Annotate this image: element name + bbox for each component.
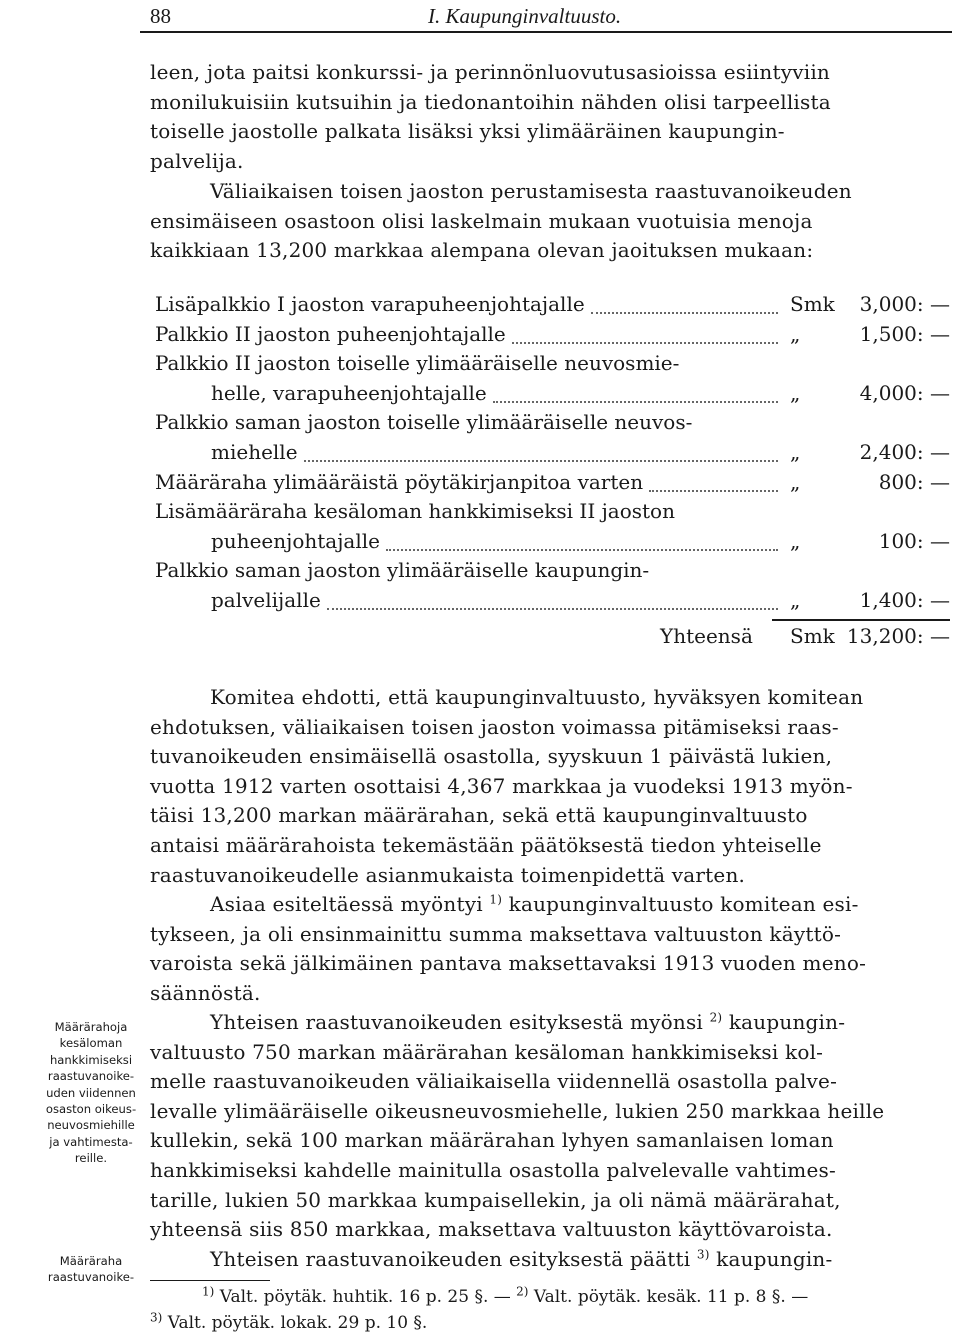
budget-row xyxy=(150,497,950,527)
header-rule xyxy=(140,31,952,33)
leader-dots xyxy=(327,586,778,610)
budget-item-unit: „ xyxy=(790,439,801,464)
paragraph-2 xyxy=(150,177,950,266)
budget-item-description: helle, varapuheenjohtajalle xyxy=(211,380,487,405)
text-line: Yhteisen raastuvanoikeuden esityksestä myönsi $^{2)}$ kaupungin- xyxy=(210,1010,846,1034)
footnotes xyxy=(150,1284,950,1336)
text-line: levalle ylimääräiselle oikeusneuvosmiehelle, lukien 250 markkaa heille xyxy=(150,1098,885,1123)
footnote-line: $^{3)}$ Valt. pöytäk. lokak. 29 p. 10 §. xyxy=(150,1310,428,1333)
total-amount: 13,200: — xyxy=(846,623,950,648)
budget-row xyxy=(150,586,950,616)
text-line: toiselle jaostolle palkata lisäksi yksi ylimääräinen kaupungin- xyxy=(150,119,785,144)
budget-item-amount: 4,000: — xyxy=(859,380,950,405)
text-line: tarille, lukien 50 markkaa kumpaisellekin, ja oli nämä määrärahat, xyxy=(150,1187,841,1212)
budget-item-unit: „ xyxy=(790,587,801,612)
margin-note-appropriation: Määräraha raastuvanoike- xyxy=(47,1254,135,1285)
budget-row xyxy=(150,556,950,586)
footnote-line: $^{1)}$ Valt. pöytäk. huhtik. 16 p. 25 §. — $^{2)}$ Valt. pöytäk. kesäk. 11 p. 8 §. — xyxy=(202,1284,809,1307)
text-line: palvelija. xyxy=(150,148,244,173)
sum-rule xyxy=(772,619,950,621)
budget-item-description: Palkkio saman jaoston toiselle ylimääräiselle neuvos- xyxy=(155,410,693,435)
text-line: monilukuisiin kutsuihin ja tiedonantoihin nähden olisi tarpeellista xyxy=(150,89,831,114)
text-line: vuotta 1912 varten osottaisi 4,367 markkaa ja vuodeksi 1913 myön- xyxy=(150,773,853,798)
budget-row xyxy=(150,527,950,557)
text-line: säännöstä. xyxy=(150,980,261,1005)
budget-row xyxy=(150,290,950,320)
budget-table xyxy=(150,290,950,651)
budget-item-unit: „ xyxy=(790,469,801,494)
text-line: kullekin, sekä 100 markan määrärahan lyhyen samanlaisen loman xyxy=(150,1128,834,1153)
text-line: melle raastuvanoikeuden väliaikaisella viidennellä osastolla palve- xyxy=(150,1069,838,1094)
budget-total-row xyxy=(150,622,950,652)
text-line: ehdotuksen, väliaikaisen toisen jaoston voimassa pitämiseksi raas- xyxy=(150,714,839,739)
paragraph-6 xyxy=(150,1245,950,1275)
intro-paragraph xyxy=(150,58,950,176)
footnote-ref-3: 3) xyxy=(696,1247,710,1262)
budget-item-amount: 1,400: — xyxy=(859,587,950,612)
budget-row xyxy=(150,468,950,498)
leader-dots xyxy=(493,379,778,403)
budget-item-description: Lisämääräraha kesäloman hankkimiseksi II jaoston xyxy=(155,499,675,524)
margin-note-vacation-allowance: Määrärahoja kesäloman hankkimiseksi raastuvanoike- uden viidennen osaston oikeus- neuvosmiehille ja vahtimesta- reille. xyxy=(45,1020,137,1166)
budget-item-amount: 800: — xyxy=(878,469,950,494)
budget-item-unit: Smk xyxy=(790,292,835,316)
running-title: I. Kaupunginvaltuusto. xyxy=(428,4,622,28)
text-line: Yhteisen raastuvanoikeuden esityksestä päätti $^{3)}$ kaupungin- xyxy=(210,1247,833,1271)
text-line: antaisi määrärahoista tekemästään päätöksestä tiedon yhteiselle xyxy=(150,832,822,857)
paragraph-4 xyxy=(150,890,950,1008)
footnote-ref-1: 1) xyxy=(489,892,503,907)
budget-item-description: miehelle xyxy=(211,439,298,464)
text-line: valtuusto 750 markan määrärahan kesäloman hankkimiseksi kol- xyxy=(150,1039,824,1064)
budget-item-description: Palkkio saman jaoston ylimääräiselle kaupungin- xyxy=(155,558,650,583)
text-line: Komitea ehdotti, että kaupunginvaltuusto, hyväksyen komitean xyxy=(210,685,864,709)
budget-row xyxy=(150,379,950,409)
page-number: 88 xyxy=(150,4,171,28)
leader-dots xyxy=(386,527,778,551)
budget-item-unit: „ xyxy=(790,380,801,405)
budget-row xyxy=(150,349,950,379)
leader-dots xyxy=(304,438,778,462)
running-header xyxy=(150,4,950,30)
budget-item-description: puheenjohtajalle xyxy=(211,528,380,553)
budget-item-unit: „ xyxy=(790,528,801,553)
budget-row xyxy=(150,438,950,468)
text-line: leen, jota paitsi konkurssi- ja perinnönluovutusasioissa esiintyviin xyxy=(150,60,830,84)
budget-item-unit: „ xyxy=(790,321,801,346)
text-line: raastuvanoikeudelle asianmukaista toimenpidettä varten. xyxy=(150,862,746,887)
total-unit: Smk xyxy=(790,623,835,648)
budget-item-description: palvelijalle xyxy=(211,587,321,612)
paragraph-3 xyxy=(150,683,950,890)
text-line: yhteensä siis 850 markkaa, maksettava valtuuston käyttövaroista. xyxy=(150,1217,833,1242)
budget-item-description: Palkkio II jaoston toiselle ylimääräiselle neuvosmie- xyxy=(155,351,680,376)
footnote-ref-2: 2) xyxy=(709,1010,723,1025)
text-line: täisi 13,200 markan määrärahan, sekä että kaupunginvaltuusto xyxy=(150,803,808,828)
budget-item-description: Määräraha ylimääräistä pöytäkirjanpitoa varten xyxy=(155,469,644,494)
budget-item-amount: 100: — xyxy=(878,528,950,553)
text-line: tuvanoikeuden ensimäisellä osastolla, syyskuun 1 päivästä lukien, xyxy=(150,744,833,769)
budget-item-description: Lisäpalkkio I jaoston varapuheenjohtajalle xyxy=(155,292,585,316)
budget-item-amount: 1,500: — xyxy=(859,321,950,346)
budget-item-description: Palkkio II jaoston puheenjohtajalle xyxy=(155,321,506,346)
leader-dots xyxy=(512,320,778,344)
text-line: hankkimiseksi kahdelle mainitulla osastolla palvelevalle vahtimes- xyxy=(150,1157,836,1182)
text-line: tykseen, ja oli ensinmainittu summa maksettava valtuuston käyttö- xyxy=(150,921,842,946)
budget-item-amount: 3,000: — xyxy=(859,292,950,316)
leader-dots xyxy=(591,290,778,314)
text-line: kaikkiaan 13,200 markkaa alempana olevan jaoituksen mukaan: xyxy=(150,238,814,263)
text-line: varoista sekä jälkimäinen pantava maksettavaksi 1913 vuoden meno- xyxy=(150,951,867,976)
total-label: Yhteensä xyxy=(660,623,753,648)
budget-row xyxy=(150,408,950,438)
leader-dots xyxy=(649,468,778,492)
budget-row xyxy=(150,320,950,350)
budget-item-amount: 2,400: — xyxy=(859,439,950,464)
text-line: Asiaa esiteltäessä myöntyi $^{1)}$ kaupunginvaltuusto komitean esi- xyxy=(210,892,859,916)
paragraph-5 xyxy=(150,1008,950,1245)
text-line: Väliaikaisen toisen jaoston perustamisesta raastuvanoikeuden xyxy=(210,179,852,203)
text-line: ensimäiseen osastoon olisi laskelmain mukaan vuotuisia menoja xyxy=(150,208,813,233)
footnote-rule xyxy=(150,1280,270,1281)
